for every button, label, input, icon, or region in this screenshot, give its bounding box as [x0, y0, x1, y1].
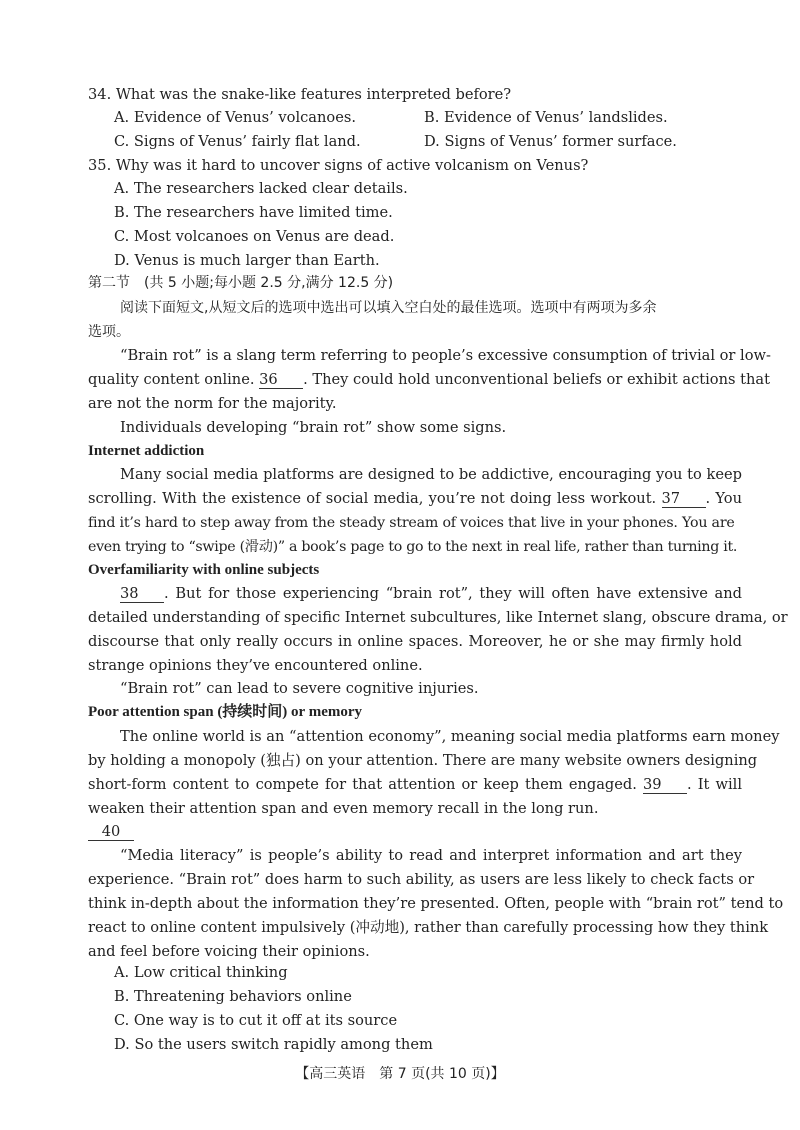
passage-text: . They could hold unconventional beliefs or exhibit actions that [303, 371, 770, 388]
passage-line: “Brain rot” is a slang term referring to people’s excessive consumption of trivial or low- [120, 347, 771, 364]
passage-line: Many social media platforms are designed to be addictive, encouraging you to keep [120, 466, 742, 483]
q34-question: 34. What was the snake-like features interpreted before? [88, 86, 512, 103]
blank-38: 38 [120, 586, 164, 603]
passage-text: scrolling. With the existence of social media, you’re not doing less workout. [88, 490, 662, 507]
passage-line-with-blank-36 [88, 370, 770, 390]
passage-text: quality content online. [88, 371, 260, 388]
passage-line: detailed understanding of specific Internet subcultures, like Internet slang, obscure drama, or [88, 609, 788, 626]
passage-line: The online world is an “attention economy”, meaning social media platforms earn money [120, 728, 780, 745]
q34-option-d: D. Signs of Venus’ former surface. [424, 133, 677, 150]
passage-line: and feel before voicing their opinions. [88, 943, 370, 960]
blank-40-line [88, 822, 744, 842]
section-instruction-line1: 阅读下面短文,从短文后的选项中选出可以填入空白处的最佳选项。选项中有两项为多余 [120, 300, 657, 316]
passage-line: react to online content impulsively (冲动地), rather than carefully processing how they think [88, 919, 769, 936]
subheading-poor-attention: Poor attention span (持续时间) or memory [88, 704, 362, 720]
passage-line: experience. “Brain rot” does harm to such ability, as users are less likely to check facts or [88, 871, 755, 888]
passage-line: weaken their attention span and even memory recall in the long run. [88, 800, 599, 817]
passage-line: “Media literacy” is people’s ability to read and interpret information and art they [120, 847, 742, 864]
answer-option-b: B. Threatening behaviors online [114, 988, 352, 1005]
blank-36: 36 [259, 372, 303, 389]
blank-37: 37 [662, 491, 706, 508]
passage-line: by holding a monopoly (独占) on your attention. There are many website owners designing [88, 752, 758, 769]
passage-line: are not the norm for the majority. [88, 395, 337, 412]
passage-text: . It will [687, 776, 743, 793]
passage-line: find it’s hard to step away from the steady stream of voices that live in your phones. You are [88, 515, 735, 531]
subheading-overfamiliarity: Overfamiliarity with online subjects [88, 562, 320, 578]
q35-option-c: C. Most volcanoes on Venus are dead. [114, 228, 395, 245]
blank-39: 39 [643, 777, 687, 794]
passage-line: think in-depth about the information they’re presented. Often, people with “brain rot” tend to [88, 895, 784, 912]
subheading-internet-addiction: Internet addiction [88, 443, 205, 459]
passage-line: “Brain rot” can lead to severe cognitive injuries. [120, 680, 479, 697]
section-instruction-line2: 选项。 [88, 324, 130, 340]
passage-line: Individuals developing “brain rot” show some signs. [120, 419, 507, 436]
passage-text: . But for those experiencing “brain rot”, they will often have extensive and [164, 585, 742, 602]
passage-text: . You [705, 490, 742, 507]
passage-line: strange opinions they’ve encountered online. [88, 657, 423, 674]
page-footer: 【高三英语 第 7 页(共 10 页)】 [295, 1066, 505, 1082]
q35-option-a: A. The researchers lacked clear details. [114, 180, 408, 197]
passage-line-with-blank-38 [120, 584, 742, 604]
answer-option-a: A. Low critical thinking [114, 964, 288, 981]
q35-question: 35. Why was it hard to uncover signs of active volcanism on Venus? [88, 157, 589, 174]
blank-40: 40 [88, 824, 134, 841]
passage-line: discourse that only really occurs in online spaces. Moreover, he or she may firmly hold [88, 633, 742, 650]
q34-option-c: C. Signs of Venus’ fairly flat land. [114, 133, 361, 150]
q34-option-b: B. Evidence of Venus’ landslides. [424, 109, 668, 126]
passage-line-with-blank-39 [88, 775, 742, 795]
q34-option-a: A. Evidence of Venus’ volcanoes. [114, 109, 356, 126]
passage-line: even trying to “swipe (滑动)” a book’s page to go to the next in real life, rather than turning it. [88, 539, 738, 555]
answer-option-d: D. So the users switch rapidly among them [114, 1036, 433, 1053]
q35-option-b: B. The researchers have limited time. [114, 204, 393, 221]
passage-line-with-blank-37 [88, 489, 742, 509]
q35-option-d: D. Venus is much larger than Earth. [114, 252, 380, 269]
section-heading: 第二节 (共 5 小题;每小题 2.5 分,满分 12.5 分) [88, 275, 394, 291]
answer-option-c: C. One way is to cut it off at its source [114, 1012, 398, 1029]
passage-text: short-form content to compete for that attention or keep them engaged. [88, 776, 643, 793]
